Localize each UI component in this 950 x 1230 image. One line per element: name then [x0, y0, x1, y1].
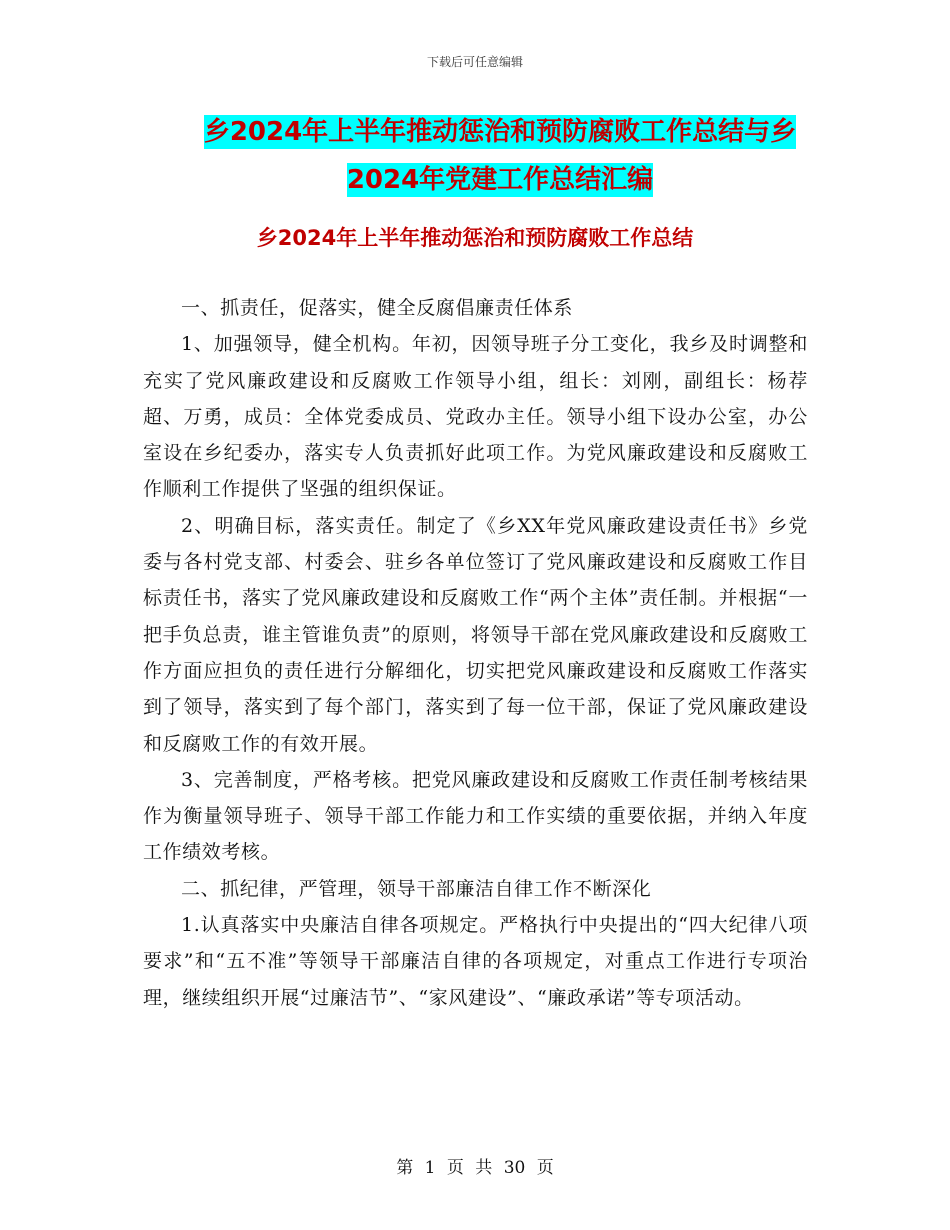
- paragraph: 3、完善制度，严格考核。把党风廉政建设和反腐败工作责任制考核结果作为衡量领导班子、领导干部工作能力和工作实绩的重要依据，并纳入年度工作绩效考核。: [143, 768, 808, 864]
- section-title: 乡2024年上半年推动惩治和预防腐败工作总结: [256, 226, 694, 250]
- header-note: 下载后可任意编辑: [426, 55, 523, 69]
- paragraph: 1.认真落实中央廉洁自律各项规定。严格执行中央提出的“四大纪律八项要求”和“五不准”等领导干部廉洁自律的各项规定，对重点工作进行专项治理，继续组织开展“过廉洁节”、“家风建设”、“廉政承诺”等专项活动。: [143, 914, 808, 1009]
- document-title: [150, 108, 850, 204]
- title-line-2: 2024年党建工作总结汇编: [346, 165, 654, 195]
- paragraph-heading-1: 一、抓责任，促落实，健全反腐倡廉责任体系: [181, 297, 574, 319]
- page-number-footer: 第 1 页 共 30 页: [396, 1158, 554, 1178]
- paragraph-heading-2: 二、抓纪律，严管理，领导干部廉洁自律工作不断深化: [181, 877, 652, 900]
- paragraph: 1、加强领导，健全机构。年初，因领导班子分工变化，我乡及时调整和充实了党风廉政建设和反腐败工作领导小组，组长：刘刚，副组长：杨荐超、万勇，成员：全体党委成员、党政办主任。领导小组下设办公室，办公室设在乡纪委办，落实专人负责抓好此项工作。为党风廉政建设和反腐败工作顺利工作提供了坚强的组织保证。: [143, 333, 808, 501]
- body-text: [143, 290, 808, 1016]
- paragraph: 2、明确目标，落实责任。制定了《乡XX年党风廉政建设责任书》乡党委与各村党支部、村委会、驻乡各单位签订了党风廉政建设和反腐败工作目标责任书，落实了党风廉政建设和反腐败工作“两个主体”责任制。并根据“一把手负总责，谁主管谁负责”的原则，将领导干部在党风廉政建设和反腐败工作方面应担负的责任进行分解细化，切实把党风廉政建设和反腐败工作落实到了领导，落实到了每个部门，落实到了每一位干部，保证了党风廉政建设和反腐败工作的有效开展。: [143, 514, 808, 755]
- title-line-1: 乡2024年上半年推动惩治和预防腐败工作总结与乡: [203, 117, 797, 147]
